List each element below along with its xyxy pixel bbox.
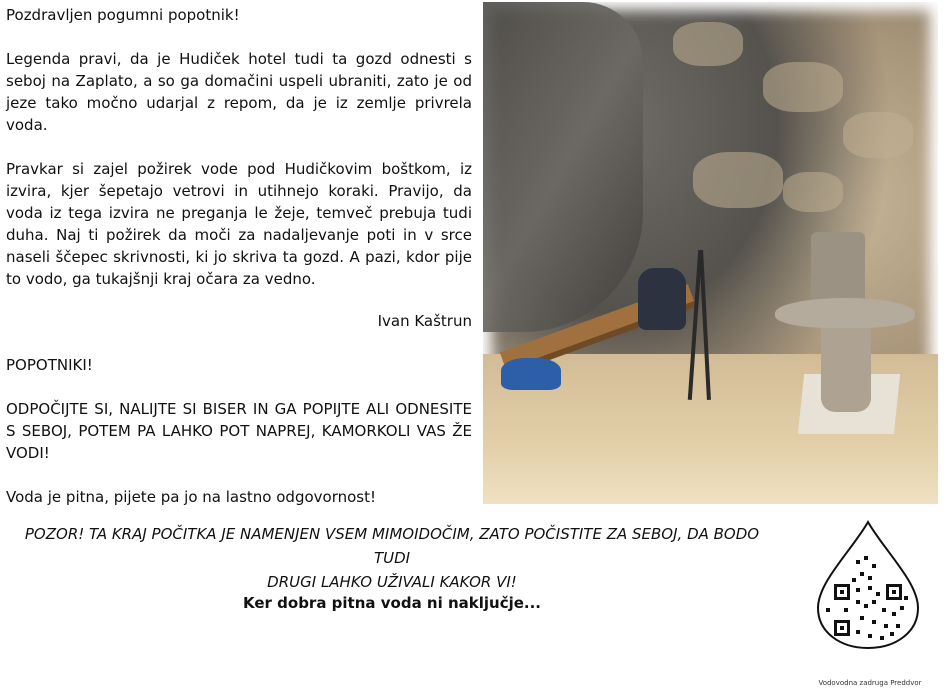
fountain-spout [811,232,865,304]
greeting-text: Pozdravljen pogumni popotnik! [6,6,240,24]
travelers-heading: POPOTNIKI! [6,356,93,374]
wall-stone [693,152,783,208]
backpack [638,268,686,330]
warning-line-2: DRUGI LAHKO UŽIVALI KAKOR VI! [267,573,517,591]
wall-stone [763,62,843,112]
spring-fountain-photo [483,2,938,504]
wall-stone [783,172,843,212]
story-paragraph: Pravkar si zajel požirek vode pod Hudičkovim boštkom, iz izvira, kjer šepetajo vetrovi in utihnejo koraki. Pravijo, da voda iz tega izvira ne preganja le žeje, temveč prebuja tudi duha. Naj ti požirek da moči za nadaljevanje poti in v srce naseli ščepec skrivnosti, ki jo skriva ta gozd. A pazi, kdor pije to vodo, ga tukajšnji kraj očara za vedno. [6,160,472,288]
wall-stone [673,22,743,66]
signature-text: Ivan Kaštrun [377,312,472,330]
warning-notice [14,522,770,594]
rock-wall [483,2,643,332]
water-drop-qr-icon [812,520,924,650]
fountain-stem [821,322,871,412]
fountain-bowl [775,298,915,328]
blue-hat [501,358,561,390]
main-text-column [6,4,472,530]
potable-note: Voda je pitna, pijete pa jo na lastno odgovornost! [6,488,377,506]
legend-paragraph: Legenda pravi, da je Hudiček hotel tudi ta gozd odnesti s seboj na Zaplato, a so ga domačini uspeli ubraniti, zato je od jeze tako močno udarjal z repom, da je iz zemlje privrela voda. [6,50,472,134]
instruction-paragraph: ODPOČIJTE SI, NALIJTE SI BISER IN GA POPIJTE ALI ODNESITE S SEBOJ, POTEM PA LAHKO POT NAPREJ, KAMORKOLI VAS ŽE VODI! [6,400,472,462]
slogan-text: Ker dobra pitna voda ni naključje... [243,594,541,612]
warning-line-1: POZOR! TA KRAJ POČITKA JE NAMENJEN VSEM MIMOIDOČIM, ZATO POČISTITE ZA SEBOJ, DA BODO TUDI [24,525,760,567]
wall-stone [843,112,913,158]
organization-name: Vodovodna zadruga Preddvor [818,679,922,687]
